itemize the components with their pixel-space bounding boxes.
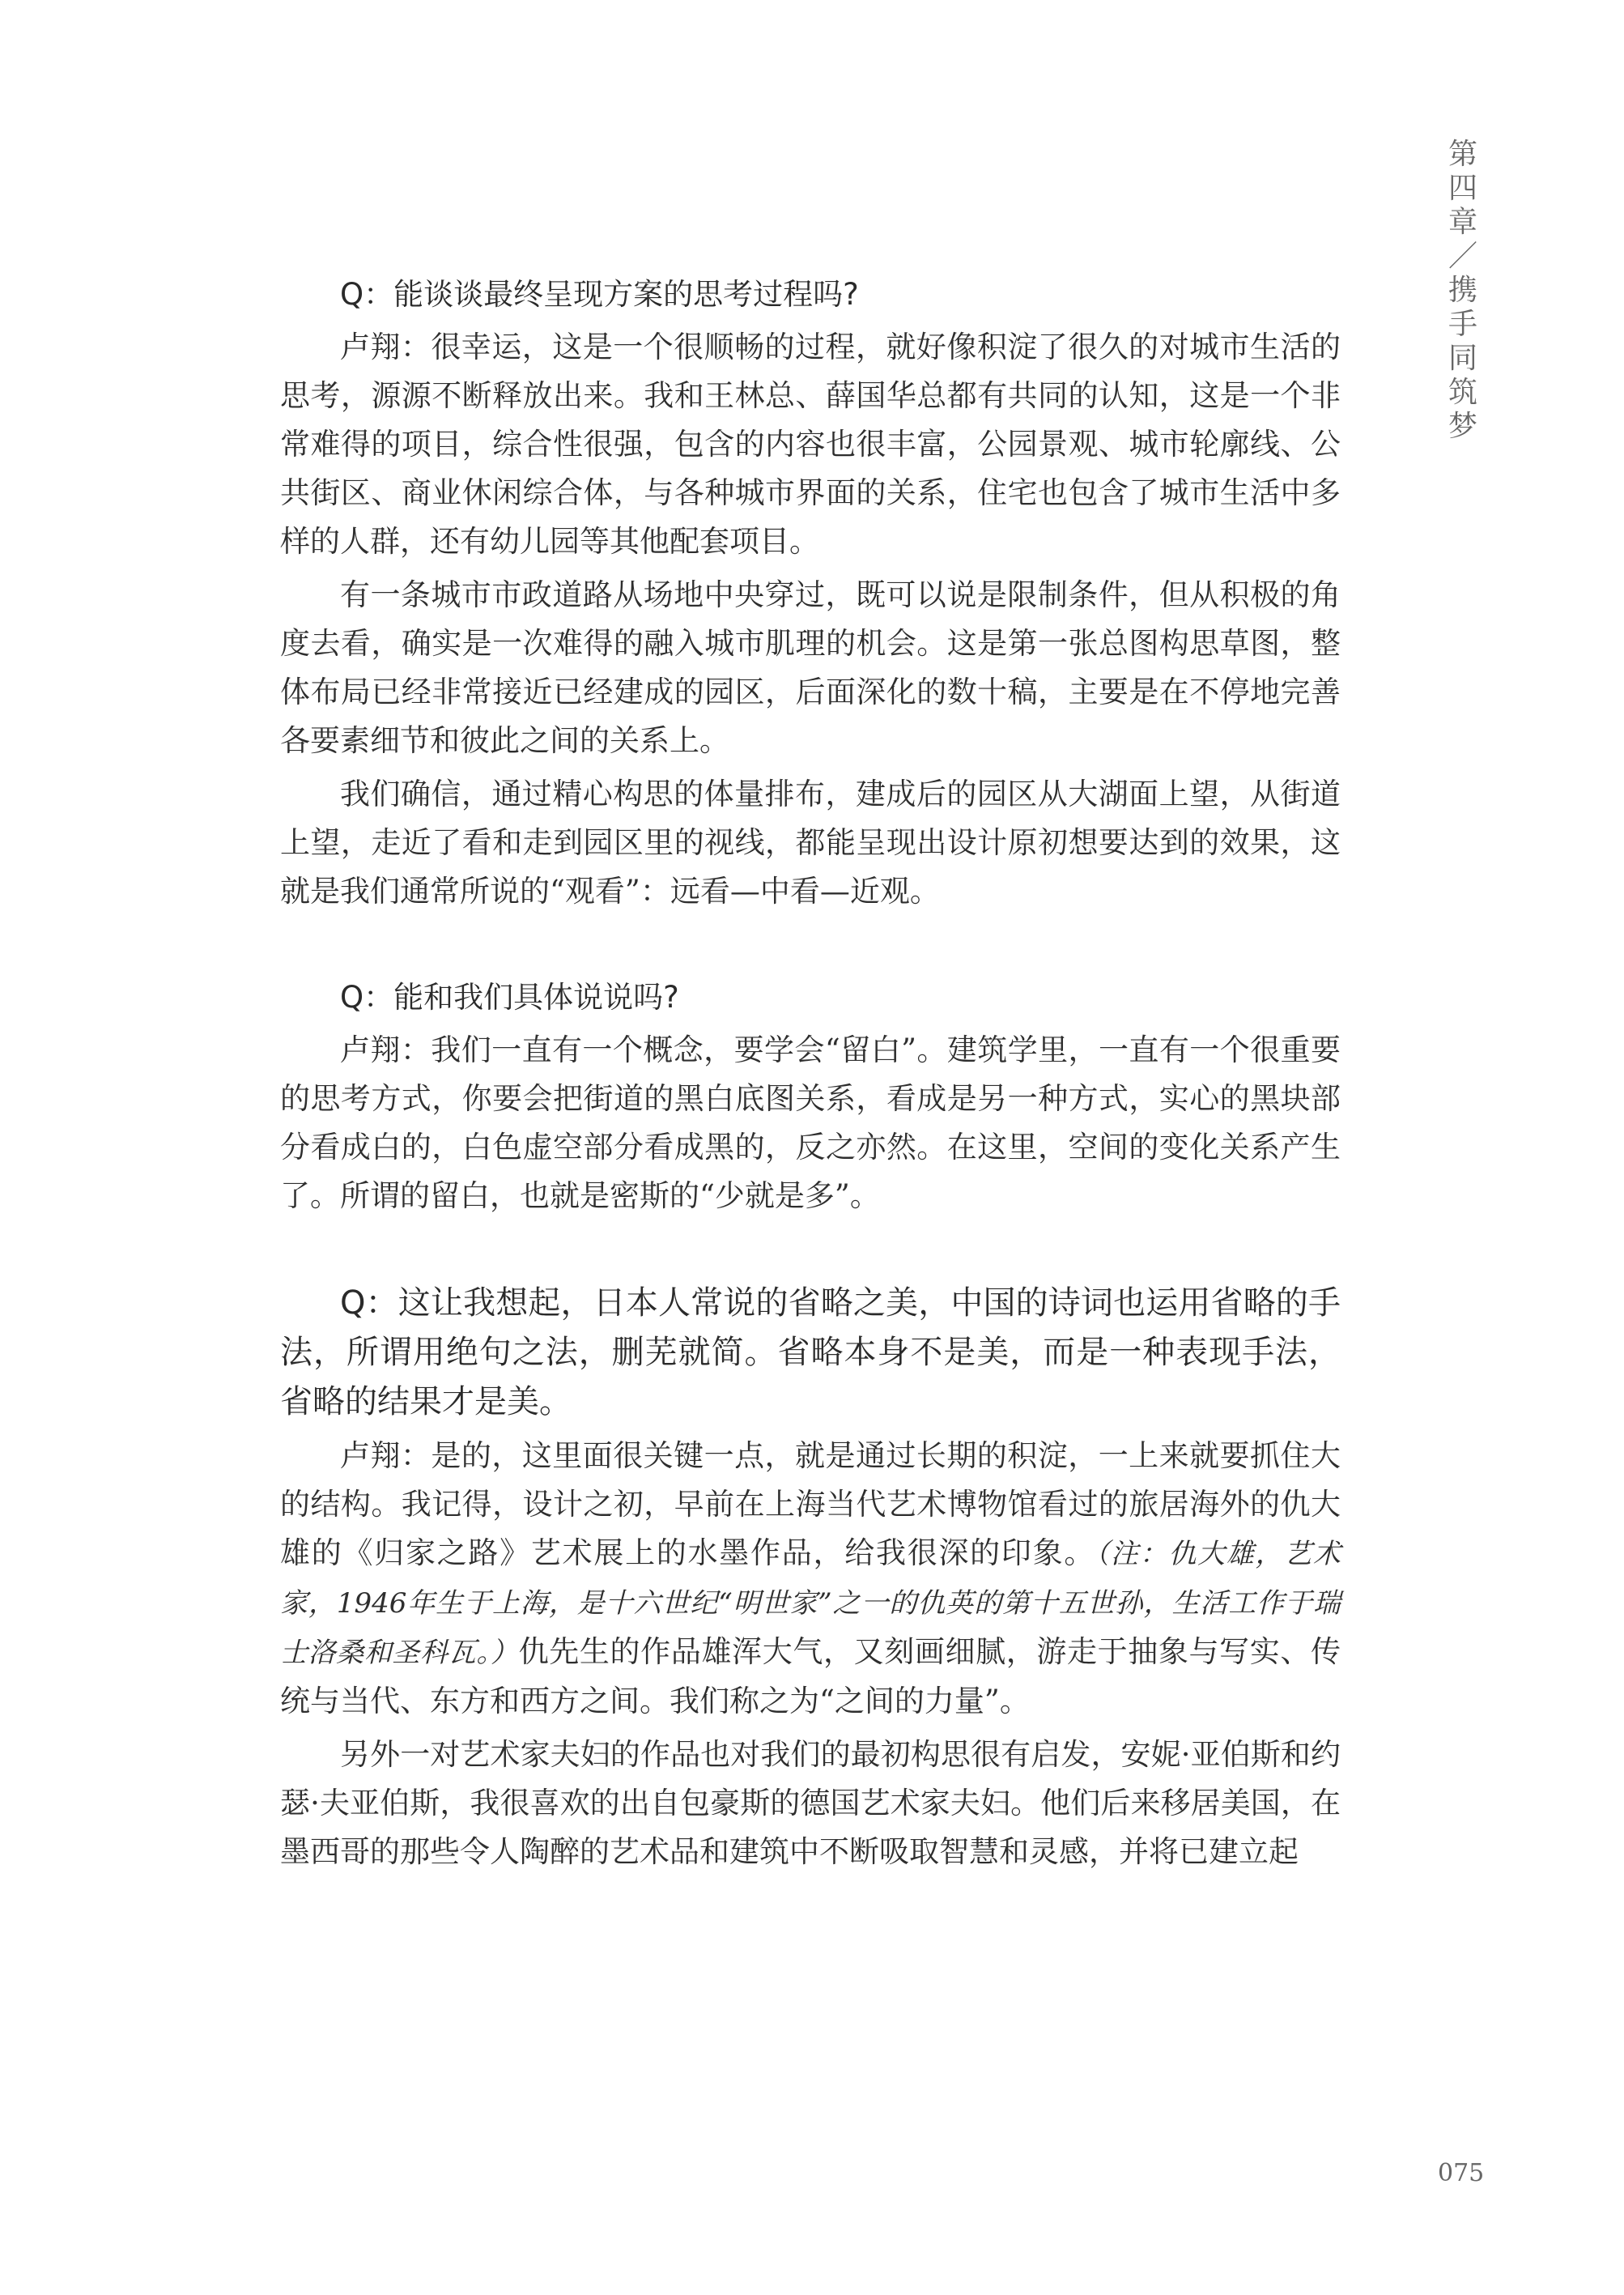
answer-paragraph: 另外一对艺术家夫妇的作品也对我们的最初构思很有启发，安妮·亚伯斯和约瑟·夫亚伯斯，我很喜欢的出自包豪斯的德国艺术家夫妇。他们后来移居美国，在墨西哥的那些令人陶醉的艺术品和建筑中不断吸取智慧和灵感，并将已建立起: [280, 1737, 1341, 1869]
question-1: Q：能谈谈最终呈现方案的思考过程吗?: [340, 277, 859, 312]
question-3: Q：这让我想起，日本人常说的省略之美，中国的诗词也运用省略的手法，所谓用绝句之法，删芜就简。省略本身不是美，而是一种表现手法，省略的结果才是美。: [280, 1284, 1341, 1420]
page-body: [280, 271, 1341, 1881]
answer-text: 仇先生的作品雄浑大气，又刻画细腻，游走于抽象与写实、传统与当代、东方和西方之间。我们称之为“之间的力量”。: [280, 1634, 1341, 1718]
answer-text: 卢翔：是的，这里面很关键一点，就是通过长期的积淀，一上来就要抓住大的结构。我记得，设计之初，早前在上海当代艺术博物馆看过的旅居海外的仇大雄的《归家之路》艺术展上的水墨作品，给我很深的印象。: [280, 1438, 1341, 1570]
annotation-note: （注：仇大雄，艺术家，1946年生于上海，是十六世纪“明世家”之一的仇英的第十五世孙，生活工作于瑞士洛桑和圣科瓦。）: [280, 1538, 1341, 1669]
answer-paragraph: 卢翔：我们一直有一个概念，要学会“留白”。建筑学里，一直有一个很重要的思考方式，你要会把街道的黑白底图关系，看成是另一种方式，实心的黑块部分看成白的，白色虚空部分看成黑的，反之亦然。在这里，空间的变化关系产生了。所谓的留白，也就是密斯的“少就是多”。: [280, 1033, 1341, 1213]
page-number: 075: [1438, 2159, 1485, 2187]
answer-paragraph: 我们确信，通过精心构思的体量排布，建成后的园区从大湖面上望，从街道上望，走近了看和走到园区里的视线，都能呈现出设计原初想要达到的效果，这就是我们通常所说的“观看”：远看—中看—近观。: [280, 777, 1341, 909]
answer-paragraph: 卢翔：很幸运，这是一个很顺畅的过程，就好像积淀了很久的对城市生活的思考，源源不断释放出来。我和王林总、薛国华总都有共同的认知，这是一个非常难得的项目，综合性很强，包含的内容也很丰富，公园景观、城市轮廓线、公共街区、商业休闲综合体，与各种城市界面的关系，住宅也包含了城市生活中多样的人群，还有幼儿园等其他配套项目。: [280, 330, 1341, 559]
running-head: 第四章／携手同筑梦: [1448, 138, 1477, 443]
answer-paragraph: [280, 1432, 1341, 1726]
answer-paragraph: 有一条城市市政道路从场地中央穿过，既可以说是限制条件，但从积极的角度去看，确实是一次难得的融入城市肌理的机会。这是第一张总图构思草图，整体布局已经非常接近已经建成的园区，后面深化的数十稿，主要是在不停地完善各要素细节和彼此之间的关系上。: [280, 577, 1341, 758]
question-2: Q：能和我们具体说说吗?: [340, 980, 679, 1015]
